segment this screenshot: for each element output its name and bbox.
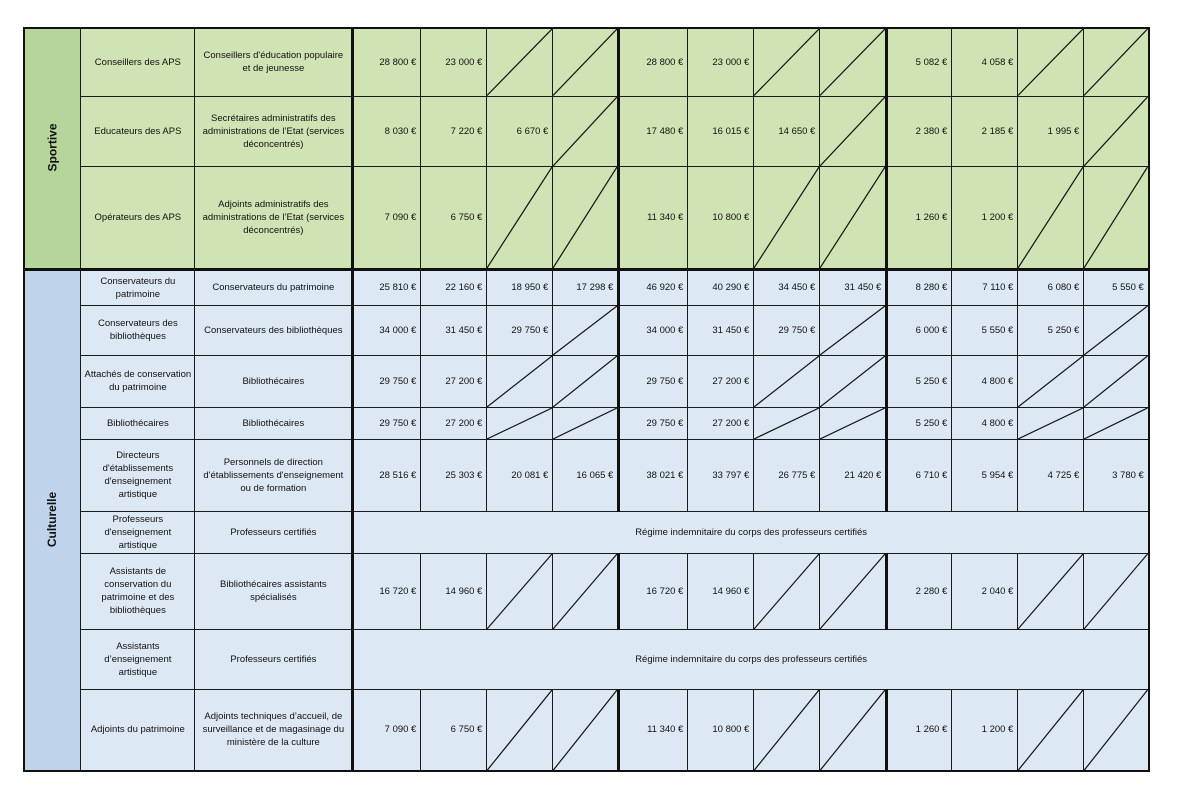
table-row bbox=[24, 553, 1149, 629]
indemnity-table-container bbox=[23, 27, 1150, 772]
amount-cell: 5 550 € bbox=[952, 305, 1018, 355]
section-label: Sportive bbox=[45, 123, 60, 172]
amount-cell: 31 450 € bbox=[421, 305, 487, 355]
amount-cell: 8 030 € bbox=[353, 96, 421, 166]
amount-cell: 1 200 € bbox=[952, 689, 1018, 771]
merged-regime-cell: Régime indemnitaire du corps des professeurs certifiés bbox=[353, 629, 1149, 689]
amount-cell: 29 750 € bbox=[619, 407, 688, 439]
equivalent-corps: Professeurs certifiés bbox=[195, 629, 353, 689]
amount-cell: 1 995 € bbox=[1018, 96, 1084, 166]
empty-diagonal-cell bbox=[754, 355, 820, 407]
table-row bbox=[24, 96, 1149, 166]
table-row bbox=[24, 305, 1149, 355]
empty-diagonal-cell bbox=[820, 96, 887, 166]
amount-cell: 28 516 € bbox=[353, 439, 421, 511]
merged-regime-cell: Régime indemnitaire du corps des professeurs certifiés bbox=[353, 511, 1149, 553]
amount-cell: 20 081 € bbox=[487, 439, 553, 511]
amount-cell: 2 280 € bbox=[887, 553, 952, 629]
corps-name: Bibliothécaires bbox=[81, 407, 195, 439]
amount-cell: 5 250 € bbox=[887, 355, 952, 407]
amount-cell: 26 775 € bbox=[754, 439, 820, 511]
amount-cell: 27 200 € bbox=[421, 407, 487, 439]
amount-cell: 40 290 € bbox=[688, 269, 754, 305]
amount-cell: 21 420 € bbox=[820, 439, 887, 511]
section-label-cell bbox=[24, 269, 81, 771]
amount-cell: 6 000 € bbox=[887, 305, 952, 355]
amount-cell: 18 950 € bbox=[487, 269, 553, 305]
corps-name: Adjoints du patrimoine bbox=[81, 689, 195, 771]
corps-name: Professeurs d'enseignement artistique bbox=[81, 511, 195, 553]
amount-cell: 7 110 € bbox=[952, 269, 1018, 305]
table-row bbox=[24, 511, 1149, 553]
empty-diagonal-cell bbox=[1084, 28, 1149, 96]
amount-cell: 14 960 € bbox=[421, 553, 487, 629]
amount-cell: 8 280 € bbox=[887, 269, 952, 305]
amount-cell: 7 220 € bbox=[421, 96, 487, 166]
amount-cell: 6 710 € bbox=[887, 439, 952, 511]
empty-diagonal-cell bbox=[553, 305, 619, 355]
amount-cell: 31 450 € bbox=[820, 269, 887, 305]
empty-diagonal-cell bbox=[487, 166, 553, 269]
corps-name: Opérateurs des APS bbox=[81, 166, 195, 269]
empty-diagonal-cell bbox=[553, 96, 619, 166]
empty-diagonal-cell bbox=[487, 689, 553, 771]
empty-diagonal-cell bbox=[820, 355, 887, 407]
amount-cell: 16 720 € bbox=[619, 553, 688, 629]
amount-cell: 16 065 € bbox=[553, 439, 619, 511]
amount-cell: 7 090 € bbox=[353, 166, 421, 269]
section-label: Culturelle bbox=[45, 492, 60, 548]
equivalent-corps: Adjoints techniques d’accueil, de surveillance et de magasinage du ministère de la culture bbox=[195, 689, 353, 771]
empty-diagonal-cell bbox=[553, 355, 619, 407]
amount-cell: 6 670 € bbox=[487, 96, 553, 166]
amount-cell: 23 000 € bbox=[421, 28, 487, 96]
amount-cell: 1 260 € bbox=[887, 166, 952, 269]
empty-diagonal-cell bbox=[553, 166, 619, 269]
empty-diagonal-cell bbox=[553, 28, 619, 96]
empty-diagonal-cell bbox=[820, 305, 887, 355]
amount-cell: 29 750 € bbox=[619, 355, 688, 407]
equivalent-corps: Bibliothécaires bbox=[195, 355, 353, 407]
amount-cell: 25 810 € bbox=[353, 269, 421, 305]
amount-cell: 4 725 € bbox=[1018, 439, 1084, 511]
amount-cell: 29 750 € bbox=[487, 305, 553, 355]
empty-diagonal-cell bbox=[754, 407, 820, 439]
equivalent-corps: Professeurs certifiés bbox=[195, 511, 353, 553]
amount-cell: 5 550 € bbox=[1084, 269, 1149, 305]
empty-diagonal-cell bbox=[1084, 96, 1149, 166]
amount-cell: 2 380 € bbox=[887, 96, 952, 166]
empty-diagonal-cell bbox=[754, 28, 820, 96]
corps-name: Conseillers des APS bbox=[81, 28, 195, 96]
table-row bbox=[24, 355, 1149, 407]
corps-name: Assistants de conservation du patrimoine et des bibliothèques bbox=[81, 553, 195, 629]
amount-cell: 6 080 € bbox=[1018, 269, 1084, 305]
empty-diagonal-cell bbox=[1018, 407, 1084, 439]
equivalent-corps: Secrétaires administratifs des administrations de l’Etat (services déconcentrés) bbox=[195, 96, 353, 166]
amount-cell: 29 750 € bbox=[353, 355, 421, 407]
amount-cell: 27 200 € bbox=[688, 407, 754, 439]
equivalent-corps: Personnels de direction d'établissements d'enseignement ou de formation bbox=[195, 439, 353, 511]
empty-diagonal-cell bbox=[820, 28, 887, 96]
amount-cell: 34 000 € bbox=[353, 305, 421, 355]
empty-diagonal-cell bbox=[754, 166, 820, 269]
empty-diagonal-cell bbox=[487, 553, 553, 629]
table-row bbox=[24, 689, 1149, 771]
corps-name: Assistants d’enseignement artistique bbox=[81, 629, 195, 689]
table-row bbox=[24, 166, 1149, 269]
amount-cell: 29 750 € bbox=[754, 305, 820, 355]
equivalent-corps: Conseillers d'éducation populaire et de jeunesse bbox=[195, 28, 353, 96]
equivalent-corps: Conservateurs des bibliothèques bbox=[195, 305, 353, 355]
amount-cell: 5 082 € bbox=[887, 28, 952, 96]
empty-diagonal-cell bbox=[1084, 166, 1149, 269]
amount-cell: 14 960 € bbox=[688, 553, 754, 629]
empty-diagonal-cell bbox=[553, 689, 619, 771]
table-row bbox=[24, 439, 1149, 511]
empty-diagonal-cell bbox=[1018, 355, 1084, 407]
equivalent-corps: Adjoints administratifs des administrations de l’Etat (services déconcentrés) bbox=[195, 166, 353, 269]
empty-diagonal-cell bbox=[1084, 355, 1149, 407]
table-row bbox=[24, 269, 1149, 305]
amount-cell: 2 040 € bbox=[952, 553, 1018, 629]
corps-name: Directeurs d'établissements d'enseignement artistique bbox=[81, 439, 195, 511]
amount-cell: 38 021 € bbox=[619, 439, 688, 511]
equivalent-corps: Conservateurs du patrimoine bbox=[195, 269, 353, 305]
amount-cell: 33 797 € bbox=[688, 439, 754, 511]
amount-cell: 23 000 € bbox=[688, 28, 754, 96]
corps-name: Attachés de conservation du patrimoine bbox=[81, 355, 195, 407]
empty-diagonal-cell bbox=[820, 407, 887, 439]
empty-diagonal-cell bbox=[1084, 689, 1149, 771]
empty-diagonal-cell bbox=[1018, 553, 1084, 629]
amount-cell: 16 015 € bbox=[688, 96, 754, 166]
table-row bbox=[24, 407, 1149, 439]
amount-cell: 4 058 € bbox=[952, 28, 1018, 96]
empty-diagonal-cell bbox=[754, 689, 820, 771]
empty-diagonal-cell bbox=[1084, 553, 1149, 629]
section-label-cell bbox=[24, 28, 81, 269]
amount-cell: 29 750 € bbox=[353, 407, 421, 439]
amount-cell: 5 954 € bbox=[952, 439, 1018, 511]
amount-cell: 4 800 € bbox=[952, 407, 1018, 439]
corps-name: Conservateurs des bibliothèques bbox=[81, 305, 195, 355]
amount-cell: 28 800 € bbox=[353, 28, 421, 96]
empty-diagonal-cell bbox=[1018, 689, 1084, 771]
empty-diagonal-cell bbox=[820, 553, 887, 629]
amount-cell: 10 800 € bbox=[688, 689, 754, 771]
amount-cell: 1 260 € bbox=[887, 689, 952, 771]
amount-cell: 7 090 € bbox=[353, 689, 421, 771]
empty-diagonal-cell bbox=[1084, 305, 1149, 355]
amount-cell: 25 303 € bbox=[421, 439, 487, 511]
corps-name: Educateurs des APS bbox=[81, 96, 195, 166]
amount-cell: 17 480 € bbox=[619, 96, 688, 166]
amount-cell: 28 800 € bbox=[619, 28, 688, 96]
amount-cell: 27 200 € bbox=[688, 355, 754, 407]
amount-cell: 14 650 € bbox=[754, 96, 820, 166]
empty-diagonal-cell bbox=[1018, 166, 1084, 269]
amount-cell: 10 800 € bbox=[688, 166, 754, 269]
empty-diagonal-cell bbox=[553, 553, 619, 629]
empty-diagonal-cell bbox=[553, 407, 619, 439]
amount-cell: 17 298 € bbox=[553, 269, 619, 305]
equivalent-corps: Bibliothécaires bbox=[195, 407, 353, 439]
amount-cell: 6 750 € bbox=[421, 689, 487, 771]
amount-cell: 6 750 € bbox=[421, 166, 487, 269]
empty-diagonal-cell bbox=[820, 689, 887, 771]
amount-cell: 16 720 € bbox=[353, 553, 421, 629]
empty-diagonal-cell bbox=[754, 553, 820, 629]
corps-name: Conservateurs du patrimoine bbox=[81, 269, 195, 305]
amount-cell: 27 200 € bbox=[421, 355, 487, 407]
empty-diagonal-cell bbox=[820, 166, 887, 269]
amount-cell: 5 250 € bbox=[887, 407, 952, 439]
table-row bbox=[24, 28, 1149, 96]
amount-cell: 1 200 € bbox=[952, 166, 1018, 269]
amount-cell: 34 000 € bbox=[619, 305, 688, 355]
amount-cell: 11 340 € bbox=[619, 166, 688, 269]
empty-diagonal-cell bbox=[487, 407, 553, 439]
empty-diagonal-cell bbox=[1084, 407, 1149, 439]
equivalent-corps: Bibliothécaires assistants spécialisés bbox=[195, 553, 353, 629]
empty-diagonal-cell bbox=[1018, 28, 1084, 96]
empty-diagonal-cell bbox=[487, 28, 553, 96]
indemnity-table bbox=[23, 27, 1150, 772]
amount-cell: 5 250 € bbox=[1018, 305, 1084, 355]
empty-diagonal-cell bbox=[487, 355, 553, 407]
table-row bbox=[24, 629, 1149, 689]
amount-cell: 3 780 € bbox=[1084, 439, 1149, 511]
amount-cell: 11 340 € bbox=[619, 689, 688, 771]
amount-cell: 22 160 € bbox=[421, 269, 487, 305]
amount-cell: 2 185 € bbox=[952, 96, 1018, 166]
amount-cell: 46 920 € bbox=[619, 269, 688, 305]
amount-cell: 31 450 € bbox=[688, 305, 754, 355]
amount-cell: 34 450 € bbox=[754, 269, 820, 305]
amount-cell: 4 800 € bbox=[952, 355, 1018, 407]
